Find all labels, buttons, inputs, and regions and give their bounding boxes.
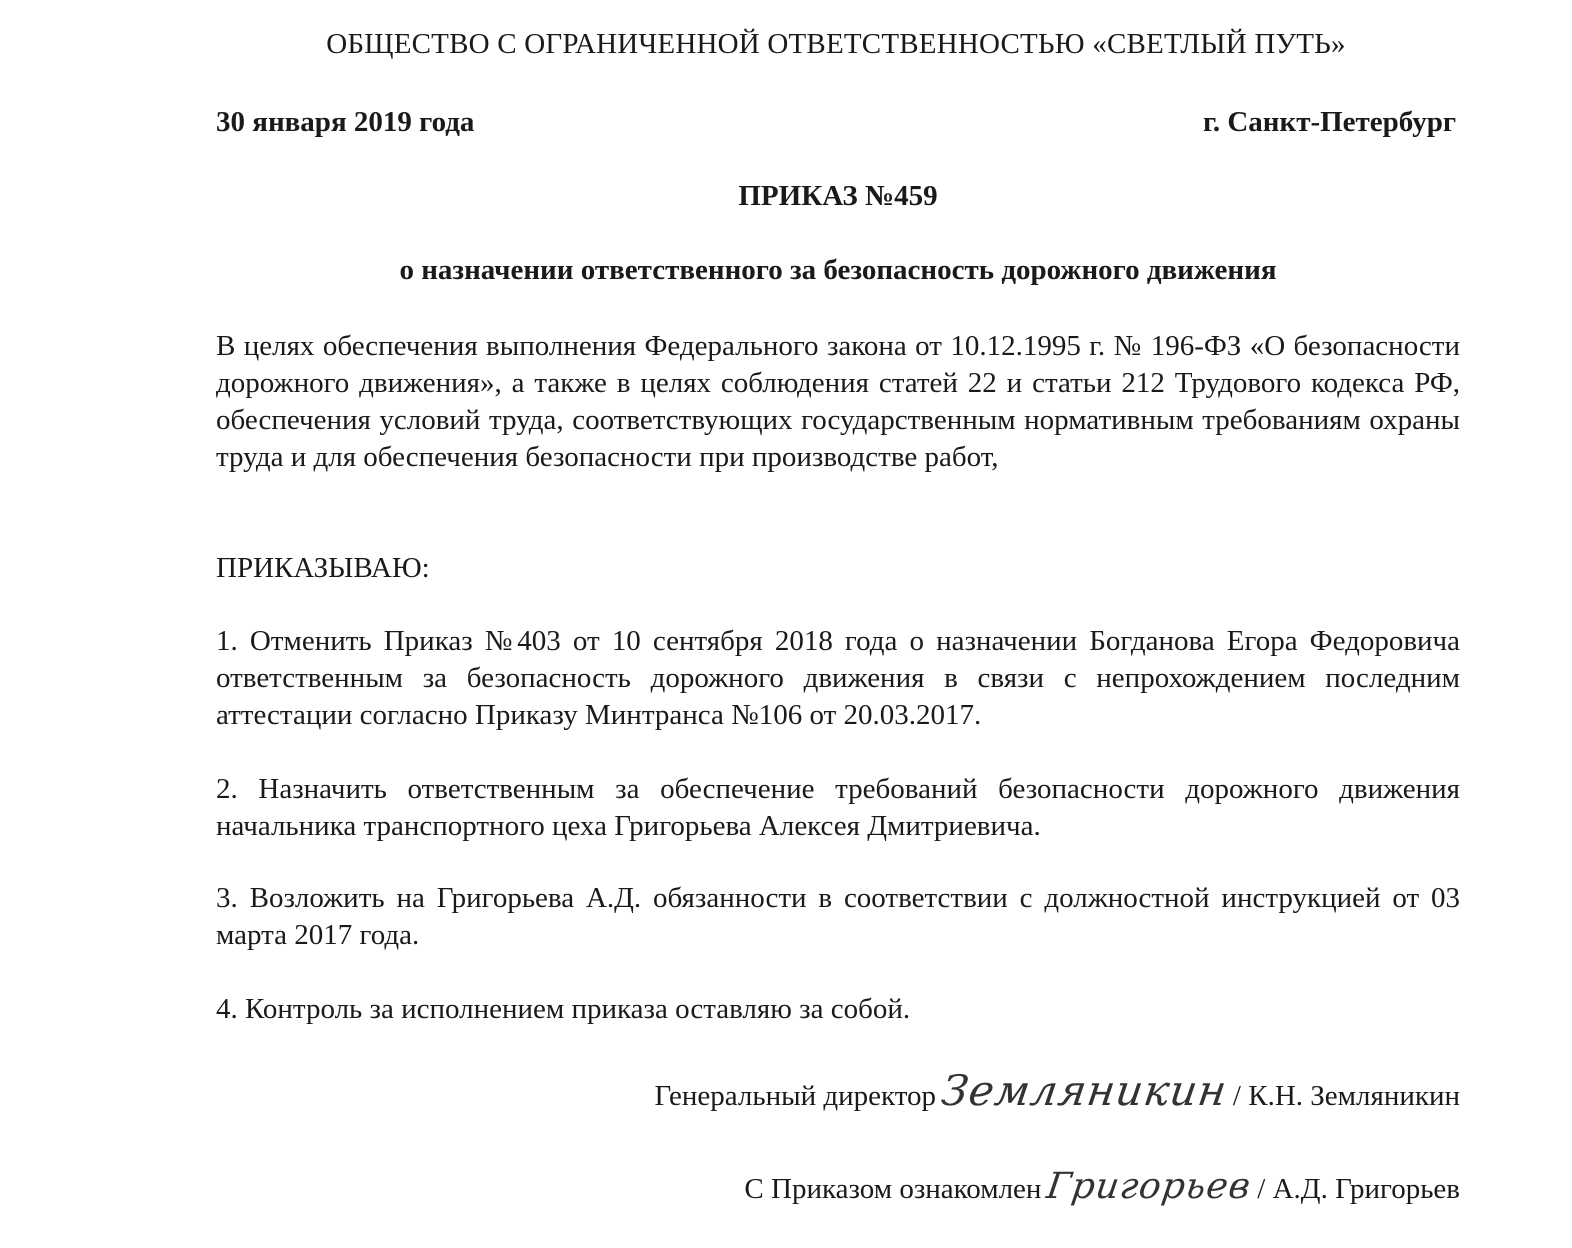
organization-name: ОБЩЕСТВО С ОГРАНИЧЕННОЙ ОТВЕТСТВЕННОСТЬЮ «СВЕТЛЫЙ ПУТЬ» [326,28,1346,60]
acknowledged-handwritten-signature: Григорьев [1044,1166,1255,1207]
intro-paragraph: В целях обеспечения выполнения Федерального закона от 10.12.1995 г. № 196-ФЗ «О безопасности дорожного движения», а также в целях соблюдения статей 22 и статьи 212 Трудового кодекса РФ, обеспечения условий труда, соответствующих государственным нормативным требованиям охраны труда и для обеспечения безопасности при производстве работ, [216,330,1460,473]
order-item-2: 2. Назначить ответственным за обеспечение требований безопасности дорожного движения начальника транспортного цеха Григорьева Алексея Дмитриевича. [216,773,1460,842]
order-item-3: 3. Возложить на Григорьева А.Д. обязанности в соответствии с должностной инструкцией от 03 марта 2017 года. [216,882,1460,951]
director-label: Генеральный директор [654,1080,936,1112]
order-title: ПРИКАЗ №459 [738,180,938,212]
acknowledged-label: С Приказом ознакомлен [744,1173,1042,1205]
order-date: 30 января 2019 года [216,106,475,138]
order-word: ПРИКАЗЫВАЮ: [216,552,430,584]
order-city: г. Санкт-Петербург [1202,106,1456,138]
director-signature-line [654,1066,1460,1115]
order-item-1: 1. Отменить Приказ №403 от 10 сентября 2018 года о назначении Богданова Егора Федоровича ответственным за безопасность дорожного движения в связи с непрохождением последним аттестации согласно Приказу Минтранса №106 от 20.03.2017. [216,625,1460,731]
director-name: / К.Н. Земляникин [1232,1080,1460,1112]
director-handwritten-signature: Земляникин [938,1066,1231,1115]
acknowledgement-signature-line [744,1166,1460,1207]
acknowledged-name: / А.Д. Григорьев [1257,1173,1460,1205]
order-item-4: 4. Контроль за исполнением приказа оставляю за собой. [216,993,911,1025]
order-subject: о назначении ответственного за безопасность дорожного движения [399,254,1277,286]
